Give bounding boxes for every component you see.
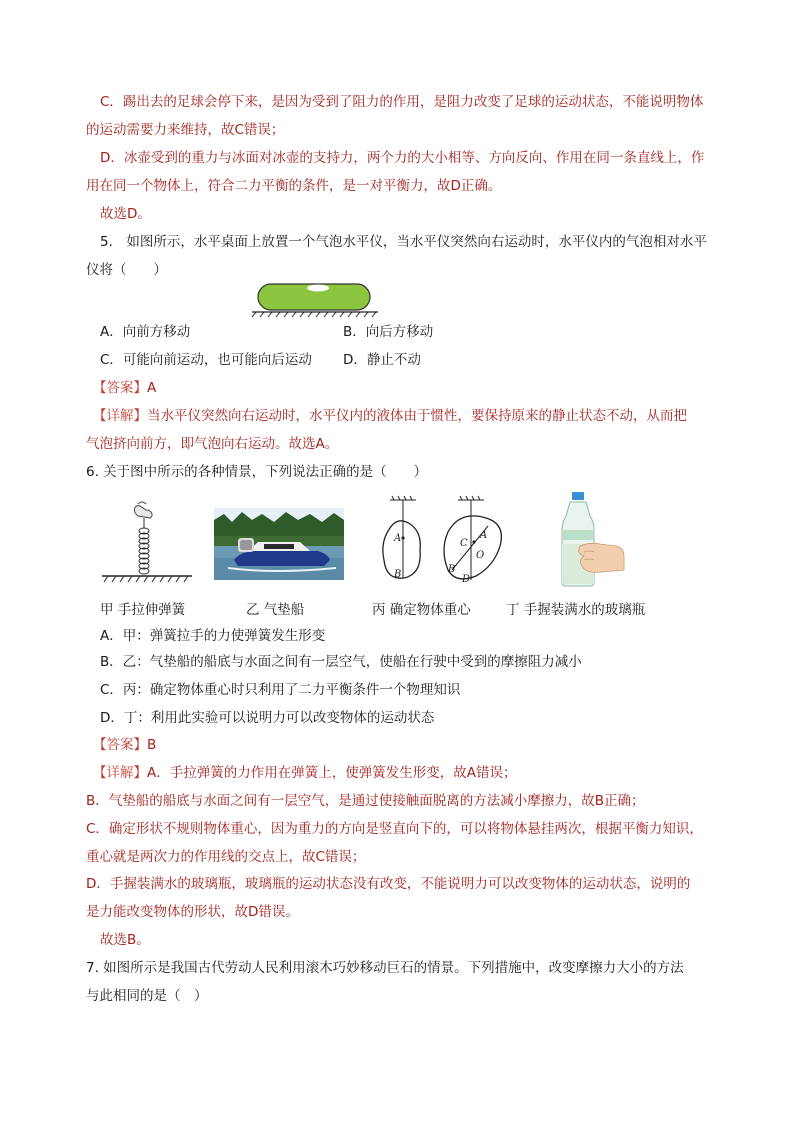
bottle-figure [556,490,628,588]
q6-option-b: B．乙：气垫船的船底与水面之间有一层空气，使船在行驶中受到的摩擦阻力减小 [100,654,582,670]
q7-stem-line2: 与此相同的是（ ） [86,988,208,1004]
q5-detail-line2: 气泡挤向前方，即气泡向右运动。故选A。 [86,436,339,452]
point-label-d: D [462,574,471,585]
q7-stem-line1: 7. 如图所示是我国古代劳动人民利用滚木巧妙移动巨石的情景。下列措施中，改变摩擦力大小的方法 [86,960,684,976]
answer-tag: 【答案】 [93,380,147,396]
q5-option-b: B．向后方移动 [343,324,434,340]
detail-text: A．手拉弹簧的力作用在弹簧上，使弹簧发生形变，故A错误； [147,765,517,781]
spring-figure [100,498,195,586]
q6-detail-d-line1: D．手握装满水的玻璃瓶，玻璃瓶的运动状态没有改变，不能说明力可以改变物体的运动状态，说明的 [86,876,691,892]
q6-detail-a [93,763,713,783]
point-label-a1: A [394,533,402,544]
caption-jia: 甲 手拉伸弹簧 [100,602,186,618]
point-label-c: C [460,538,468,549]
q5-answer [93,378,713,398]
detail-tag: 【详解】 [93,408,147,424]
q6-conclusion: 故选B。 [100,932,150,948]
q6-option-a: A．甲：弹簧拉手的力使弹簧发生形变 [100,628,326,644]
q5-option-d: D．静止不动 [343,352,421,368]
point-label-b2: B [448,564,456,575]
point-label-a2: A [480,530,488,541]
q4-option-c-line2: 的运动需要力来维持，故C错误； [86,122,285,138]
q4-option-d-line1: D．冰壶受到的重力与冰面对冰壶的支持力，两个力的大小相等、方向反向、作用在同一条直线上，作 [100,150,705,166]
q5-option-a: A．向前方移动 [100,324,191,340]
bubble-level-figure [250,282,380,318]
q5-stem-line1: 5. 如图所示，水平桌面上放置一个气泡水平仪，当水平仪突然向右运动时，水平仪内的气泡相对水平 [100,234,707,250]
detail-text: 当水平仪突然向右运动时，水平仪内的液体由于惯性，要保持原来的静止状态不动，从而把 [147,408,687,424]
q5-detail-line1 [93,406,713,426]
caption-ding: 丁 手握装满水的玻璃瓶 [506,602,646,618]
hovercraft-photo [214,508,344,580]
q4-conclusion: 故选D。 [100,206,151,222]
answer-value: B [147,737,157,753]
answer-tag: 【答案】 [93,737,147,753]
center-of-gravity-figure [376,494,526,586]
q4-option-c-line1: C．踢出去的足球会停下来，是因为受到了阻力的作用，是阻力改变了足球的运动状态，不能说明物体 [100,94,704,110]
caption-yi: 乙 气垫船 [246,602,305,618]
answer-value: A [147,380,157,396]
q6-detail-d-line2: 是力能改变物体的形状，故D错误。 [86,904,299,920]
q6-answer [93,735,713,755]
caption-bing: 丙 确定物体重心 [372,602,471,618]
detail-tag: 【详解】 [93,765,147,781]
point-label-b1: B [394,569,402,580]
q6-detail-c-line1: C．确定形状不规则物体重心，因为重力的方向是竖直向下的，可以将物体悬挂两次，根据平衡力知识， [86,821,703,837]
q6-detail-b: B．气垫船的船底与水面之间有一层空气，是通过使接触面脱离的方法减小摩擦力，故B正确； [86,793,645,809]
point-label-o: O [476,550,485,561]
q6-option-d: D．丁：利用此实验可以说明力可以改变物体的运动状态 [100,710,435,726]
q6-stem: 6. 关于图中所示的各种情景，下列说法正确的是（ ） [86,464,428,480]
q5-option-c: C．可能向前运动，也可能向后运动 [100,352,312,368]
q6-option-c: C．丙：确定物体重心时只利用了二力平衡条件一个物理知识 [100,682,461,698]
q4-option-d-line2: 用在同一个物体上，符合二力平衡的条件，是一对平衡力，故D正确。 [86,178,502,194]
q5-stem-line2: 仪将（ ） [86,262,167,278]
q6-detail-c-line2: 重心就是两次力的作用线的交点上，故C错误； [86,849,366,865]
